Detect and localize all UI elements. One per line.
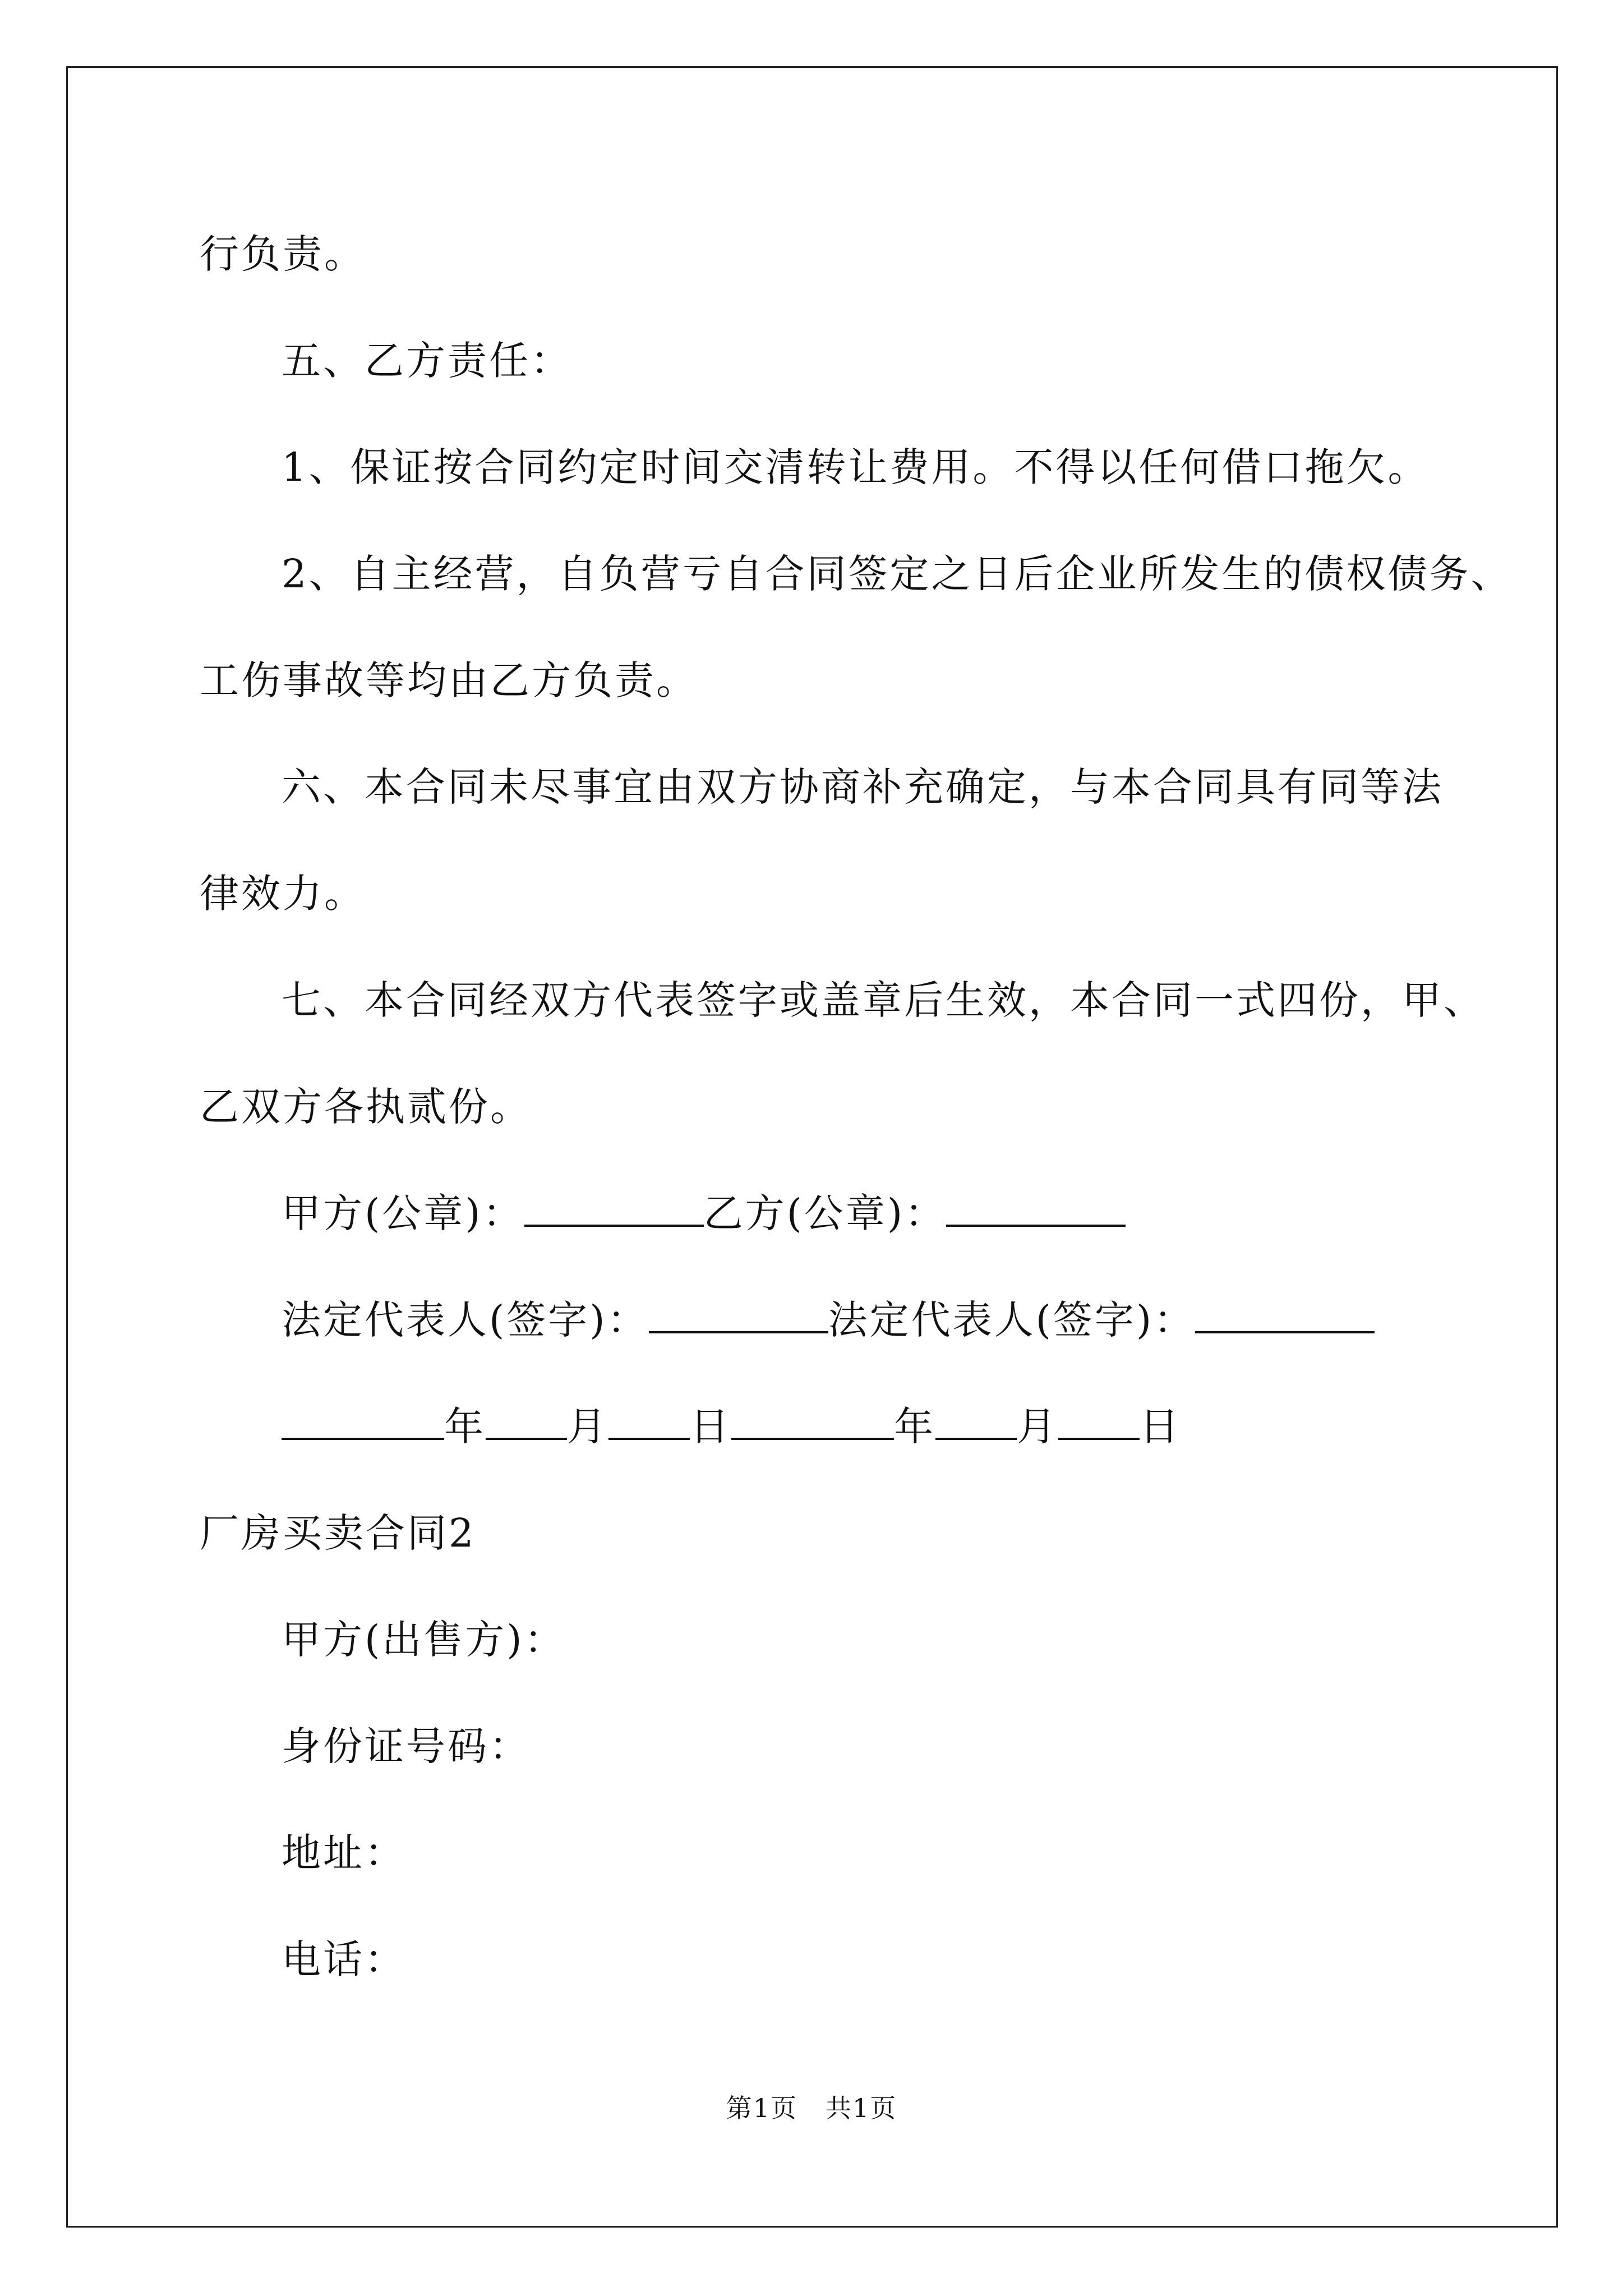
seller-field-label: 甲方(出售方)： (282, 1617, 566, 1663)
day-blank (1058, 1403, 1140, 1440)
section-heading: 五、乙方责任： (282, 338, 572, 384)
year-blank (731, 1403, 894, 1440)
rep-a-blank (649, 1296, 828, 1333)
rep-a-label: 法定代表人(签字)： (282, 1297, 649, 1343)
page-border (66, 66, 1558, 2228)
phone-field-label: 电话： (282, 1936, 406, 1982)
paragraph-line: 律效力。 (200, 871, 366, 917)
paragraph-line: 行负责。 (200, 231, 366, 277)
contract2-title: 厂房买卖合同2 (200, 1510, 476, 1556)
year-label: 年 (894, 1404, 935, 1450)
page-number: 第1页 (726, 2093, 797, 2123)
paragraph-line: 乙双方各执贰份。 (200, 1084, 532, 1130)
year-label: 年 (444, 1404, 486, 1450)
paragraph-line: 六、本合同未尽事宜由双方协商补充确定，与本合同具有同等法 (282, 764, 1444, 810)
paragraph-line: 2、自主经营，自负营亏自合同签定之日后企业所发生的债权债务、 (282, 551, 1513, 597)
paragraph-line: 1、保证按合同约定时间交清转让费用。不得以任何借口拖欠。 (282, 444, 1430, 490)
paragraph-line: 七、本合同经双方代表签字或盖章后生效，本合同一式四份，甲、 (282, 977, 1485, 1023)
id-number-field-label: 身份证号码： (282, 1723, 531, 1769)
month-label: 月 (567, 1404, 608, 1450)
address-field-label: 地址： (282, 1830, 406, 1876)
month-label: 月 (1017, 1404, 1058, 1450)
month-blank (486, 1403, 567, 1440)
party-b-seal-blank (946, 1190, 1126, 1227)
day-blank (608, 1403, 690, 1440)
day-label: 日 (1140, 1404, 1181, 1450)
year-blank (282, 1403, 444, 1440)
rep-b-label: 法定代表人(签字)： (828, 1297, 1196, 1343)
seal-line (282, 1188, 1126, 1239)
party-b-seal-label: 乙方(公章)： (703, 1190, 947, 1236)
rep-b-blank (1195, 1296, 1375, 1333)
page-total: 共1页 (826, 2093, 897, 2123)
party-a-seal-blank (524, 1190, 704, 1227)
date-line (282, 1401, 1181, 1452)
page-footer (0, 2091, 1623, 2125)
month-blank (935, 1403, 1017, 1440)
paragraph-line: 工伤事故等均由乙方负责。 (200, 657, 698, 703)
day-label: 日 (690, 1404, 731, 1450)
representative-line (282, 1295, 1375, 1345)
party-a-seal-label: 甲方(公章)： (282, 1190, 524, 1236)
